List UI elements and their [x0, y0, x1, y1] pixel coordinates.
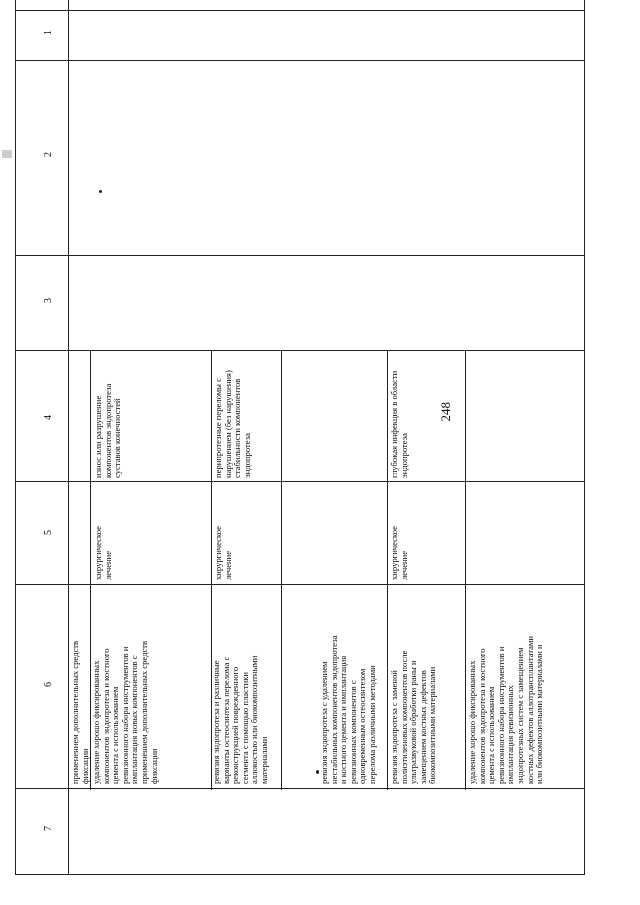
scan-speck	[316, 770, 319, 774]
col-divider-3-4	[15, 350, 585, 351]
row-0-description: применением дополнительных средств фиксации	[70, 640, 90, 784]
col-divider-right	[15, 874, 585, 875]
row-2-diagnosis: перипротезные переломы с нарушением (без нарушения) стабильности компонентов эндопротеза	[213, 370, 252, 478]
row-1-diagnosis: износ или разрушение компонентов эндопротеза суставов конечностей	[93, 383, 123, 478]
column-number-4: 4	[43, 415, 54, 420]
row-2-description: ревизия эндопротеза и различные варианты остеосинтеза перелома с реконструкцией поврежденного сегмента с помощью пластики аллокостью или биокомпозитными материалами	[211, 655, 269, 784]
row-3-description: ревизия эндопротеза с удалением нестабильных компонентов эндопротеза и костного цемента и имплантация ревизионных компонентов с одновременным остеосинтезом перелома различными методами	[319, 635, 377, 784]
column-number-2: 2	[43, 152, 54, 157]
row-separator	[465, 350, 466, 790]
row-1-method: хирургическое лечение	[93, 526, 113, 580]
column-number-1: 1	[43, 30, 54, 35]
row-separator	[281, 350, 282, 790]
page-number: 248	[438, 402, 453, 422]
column-number-5: 5	[43, 530, 54, 535]
scan-smudge	[2, 150, 12, 158]
column-number-row-divider	[68, 0, 69, 874]
row-4-diagnosis: глубокая инфекция в области эндопротеза	[389, 370, 409, 478]
column-number-7: 7	[43, 826, 54, 831]
col-divider-6-7	[15, 788, 585, 789]
column-number-6: 6	[43, 682, 54, 687]
row-2-method: хирургическое лечение	[213, 526, 233, 580]
table-bottom-border	[584, 0, 585, 874]
table-top-border	[15, 0, 16, 874]
row-separator	[387, 350, 388, 790]
row-4-description: ревизия эндопротеза с заменой полиэтиленовых компонентов после ультразвуковой обработки раны и замещением костных дефектов биокомпозитными материалами	[389, 650, 438, 784]
column-number-3: 3	[43, 298, 54, 303]
col-divider-4-5	[15, 481, 585, 482]
col-divider-5-6	[15, 584, 585, 585]
scan-speck	[99, 190, 102, 193]
col-divider-2-3	[15, 255, 585, 256]
col-divider-left	[15, 10, 585, 11]
row-1-description: удаление хорошо фиксированных компонентов эндопротеза и костного цемента с использованием ревизионного набора инструментов и имплантация новых компонентов с применением дополнительных средств фиксации	[91, 640, 159, 784]
col-divider-1-2	[15, 60, 585, 61]
row-4-method: хирургическое лечение	[389, 526, 409, 580]
row-5-description: удаление хорошо фиксированных компонентов эндопротеза и костного цемента с использованием ревизионного набора инструментов и имплантация ревизионных эндопротезных систем с замещением костных дефектов аллотрансплантатами или биокомпозитными материалами и	[467, 635, 545, 784]
